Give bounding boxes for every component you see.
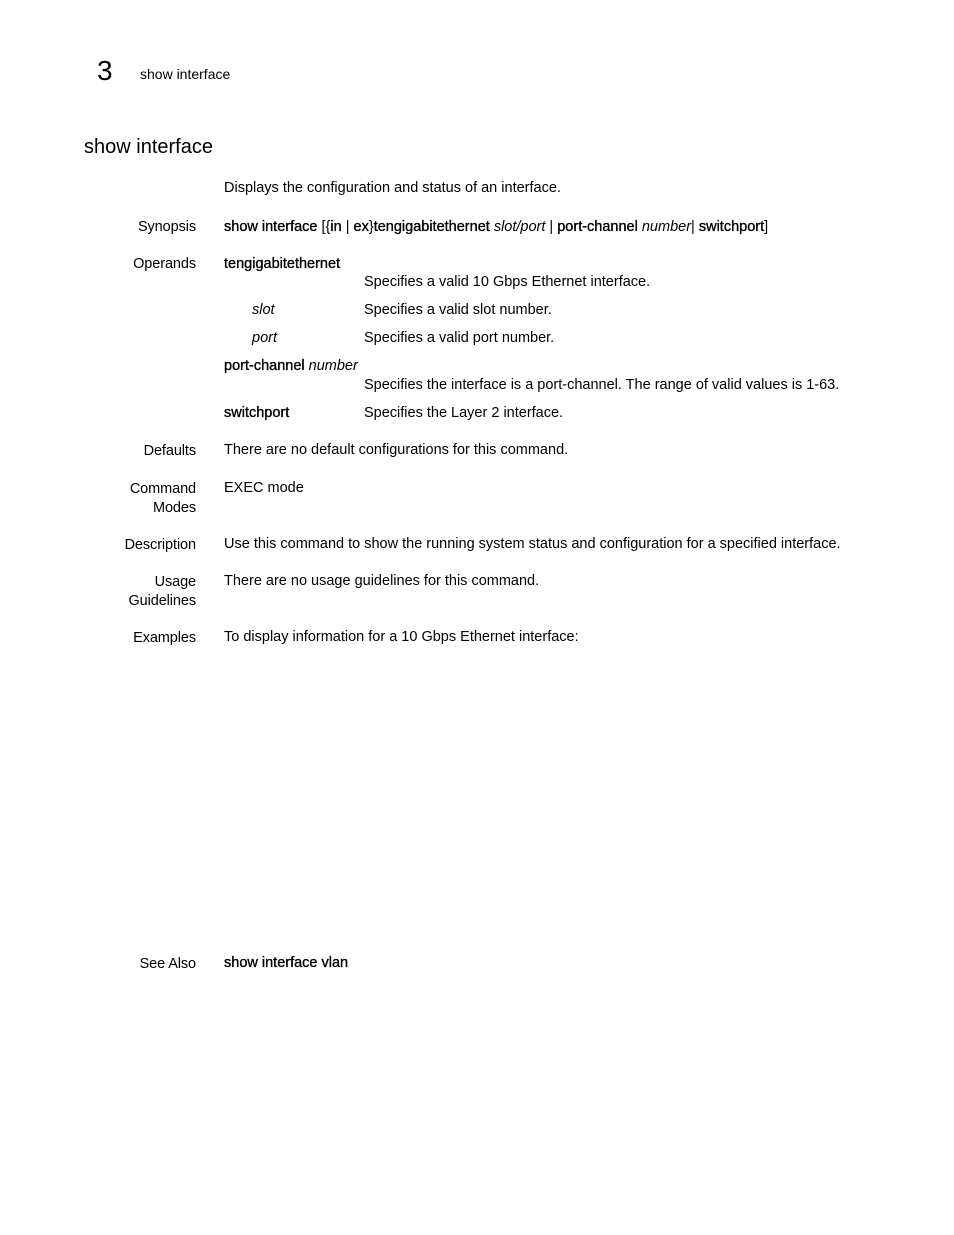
- synopsis-line: [224, 218, 768, 237]
- description-text: Use this command to show the running system status and configuration for a specified interface.: [224, 536, 841, 552]
- synopsis-number: number: [637, 219, 692, 235]
- synopsis-switchport: switchport: [698, 219, 765, 235]
- operand-portchannel: [224, 357, 358, 376]
- label-examples: Examples: [133, 630, 196, 646]
- examples-text: To display information for a 10 Gbps Ethernet interface:: [224, 629, 579, 645]
- label-defaults: Defaults: [143, 443, 196, 459]
- synopsis-sep2: |: [545, 219, 558, 235]
- operand-slot-desc: Specifies a valid slot number.: [364, 302, 552, 318]
- chapter-number: 3: [97, 55, 113, 86]
- operand-port-name: port: [252, 330, 277, 346]
- intro-text: Displays the configuration and status of an interface.: [224, 180, 561, 196]
- operand-tengig-name: tengigabitethernet: [224, 256, 341, 272]
- operand-switchport-name: switchport: [224, 405, 290, 421]
- synopsis-slotport: slot/port: [489, 219, 546, 235]
- label-description: Description: [124, 537, 196, 553]
- label-command-modes-line2: Modes: [152, 500, 196, 516]
- running-header: show interface: [140, 66, 231, 82]
- synopsis-close1: }: [368, 219, 374, 235]
- operand-portchannel-desc: Specifies the interface is a port-channel. The range of valid values is 1-63.: [364, 377, 840, 393]
- operand-slot-name: slot: [252, 302, 275, 318]
- synopsis-in: in: [330, 219, 342, 235]
- see-also-link[interactable]: show interface vlan: [224, 955, 349, 971]
- synopsis-sep3: |: [691, 219, 699, 235]
- operand-tengig-desc: Specifies a valid 10 Gbps Ethernet interface.: [364, 274, 651, 290]
- synopsis-tengig: tengigabitethernet: [373, 219, 490, 235]
- label-usage-line2: Guidelines: [128, 593, 196, 609]
- operand-port-desc: Specifies a valid port number.: [364, 330, 555, 346]
- synopsis-close2: ]: [764, 219, 769, 235]
- operand-switchport-desc: Specifies the Layer 2 interface.: [364, 405, 564, 421]
- synopsis-command: show interface: [224, 219, 318, 235]
- operand-portchannel-arg: number: [304, 358, 358, 374]
- operand-portchannel-name: port-channel: [224, 358, 305, 374]
- defaults-text: There are no default configurations for this command.: [224, 442, 569, 458]
- label-operands: Operands: [133, 256, 196, 272]
- synopsis-ex: ex: [353, 219, 369, 235]
- label-synopsis: Synopsis: [137, 219, 196, 235]
- synopsis-open: [{: [317, 219, 331, 235]
- synopsis-portchannel: port-channel: [557, 219, 638, 235]
- label-usage-line1: Usage: [154, 574, 196, 590]
- command-modes-text: EXEC mode: [224, 480, 304, 496]
- synopsis-sep1: |: [341, 219, 354, 235]
- label-see-also: See Also: [139, 956, 196, 972]
- label-command-modes-line1: Command: [129, 481, 196, 497]
- page-title: show interface: [84, 136, 213, 158]
- usage-text: There are no usage guidelines for this command.: [224, 573, 540, 589]
